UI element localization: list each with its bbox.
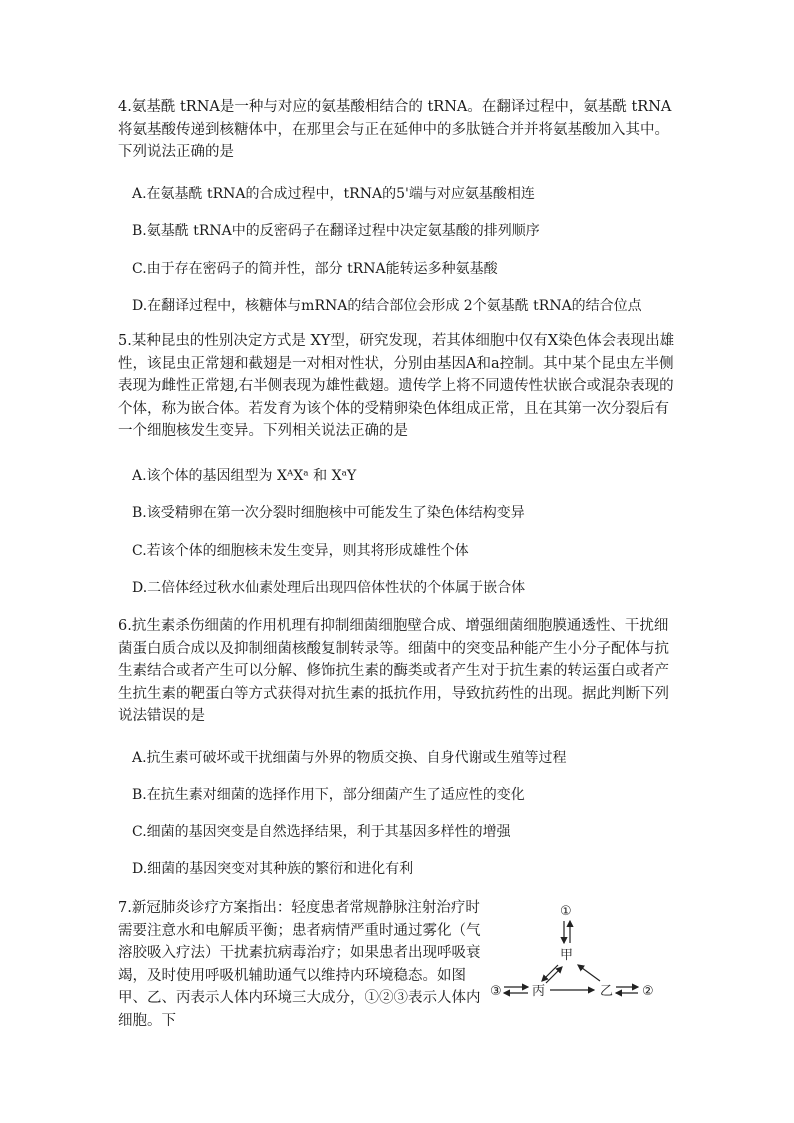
question-6-option-d: D.细菌的基因突变对其种族的繁衍和进化有利 [132,861,414,877]
arrow-yi-to-jia [578,965,600,981]
question-4-stem: 4.氨基酰 tRNA是一种与对应的氨基酸相结合的 tRNA。在翻译过程中，氨基酰 tRNA将氨基酸传递到核糖体中，在那里会与正在延伸中的多肽链合并并将氨基酸加入其中。下列说法正确的是 [118,99,672,160]
question-6-stem: 6.抗生素杀伤细菌的作用机理有抑制细菌细胞壁合成、增强细菌细胞膜通透性、干扰细菌蛋白质合成以及抑制细菌核酸复制转录等。细菌中的突变品种能产生小分子配体与抗生素结合或者产生可以分解、修饰抗生素的酶类或者产生对于抗生素的转运蛋白或者产生抗生素的靶蛋白等方式获得对抗生素的抵抗作用，导致抗药性的出现。据此判断下列说法错误的是 [118,618,669,724]
diagram-node-jia: 甲 [560,948,574,963]
question-7 [118,897,490,1032]
question-4-option-b: B.氨基酰 tRNA中的反密码子在翻译过程中决定氨基酸的排列顺序 [132,223,540,239]
body-fluid-diagram [482,895,682,1015]
question-5-option-c: C.若该个体的细胞核未发生变异，则其将形成雄性个体 [132,543,469,559]
diagram-node-3: ③ [490,984,502,999]
diagram-node-yi: 乙 [600,984,614,999]
question-6-option-c: C.细菌的基因突变是自然选择结果，利于其基因多样性的增强 [132,824,511,840]
question-4 [118,96,678,164]
diagram-node-bing: 丙 [532,984,546,999]
question-5-stem: 5.某种昆虫的性别决定方式是 XY型，研究发现，若其体细胞中仅有X染色体会表现出雄性，该昆虫正常翅和截翅是一对相对性状，分别由基因A和a控制。其中某个昆虫左半侧表现为雌性正常翅,右半侧表现为雄性截翅。遗传学上将不同遗传性状嵌合或混杂表现的个体，称为嵌合体。若发育为该个体的受精卵染色体组成正常，且在其第一次分裂后有一个细胞核发生变异。下列相关说法正确的是 [118,333,675,439]
question-5-option-d: D.二倍体经过秋水仙素处理后出现四倍体性状的个体属于嵌合体 [132,580,526,596]
question-4-option-c: C.由于存在密码子的简并性，部分 tRNA能转运多种氨基酸 [132,261,498,277]
question-6-option-a: A.抗生素可破坏或干扰细菌与外界的物质交换、自身代谢或生殖等过程 [132,750,567,766]
question-7-stem: 7.新冠肺炎诊疗方案指出：轻度患者常规静脉注射治疗时需要注意水和电解质平衡；患者病情严重时通过雾化（气溶胶吸入疗法）干扰素抗病毒治疗；如果患者出现呼吸衰竭，及时使用呼吸机辅助通气以维持内环境稳态。如图甲、乙、丙表示人体内环境三大成分，①②③表示人体内细胞。下 [118,900,481,1029]
question-5 [118,330,678,443]
diagram-node-2: ② [642,984,654,999]
diagram-node-1: ① [560,904,572,919]
question-5-option-a: A.该个体的基因组型为 XᴬXᵃ 和 XᵃY [132,468,357,484]
question-4-option-a: A.在氨基酰 tRNA的合成过程中，tRNA的5'端与对应氨基酸相连 [132,186,535,202]
question-6 [118,615,678,728]
question-4-option-d: D.在翻译过程中，核糖体与mRNA的结合部位会形成 2个氨基酰 tRNA的结合位点 [132,298,642,314]
question-5-option-b: B.该受精卵在第一次分裂时细胞核中可能发生了染色体结构变异 [132,505,525,521]
question-6-option-b: B.在抗生素对细菌的选择作用下，部分细菌产生了适应性的变化 [132,787,525,803]
